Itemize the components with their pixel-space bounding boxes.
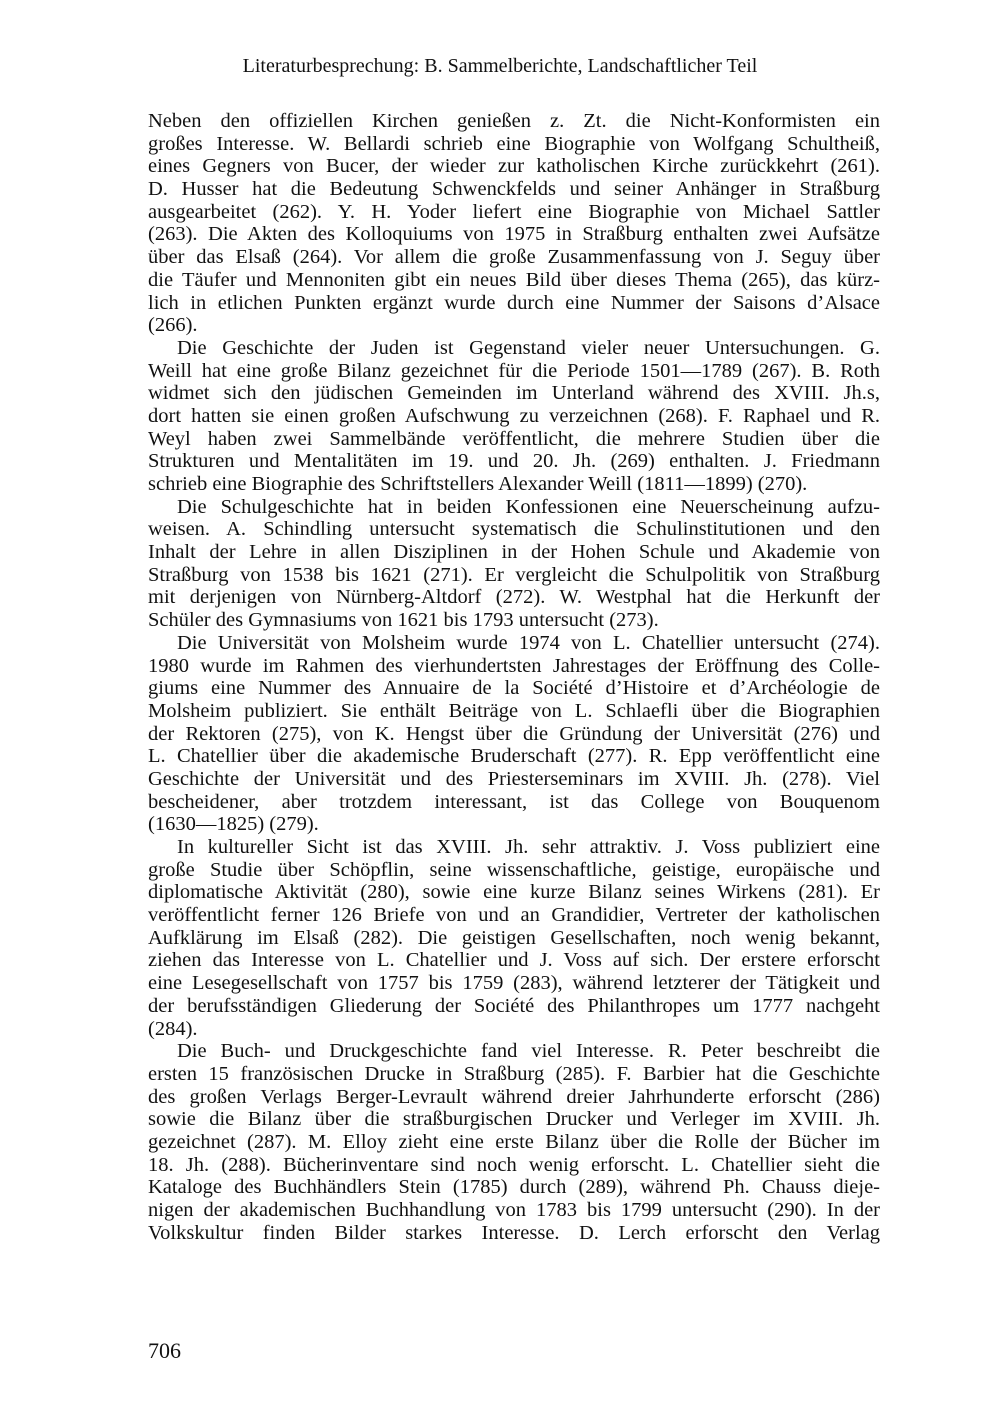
text-line: sowie die Bilanz über die straßburgischen Drucker und Verleger im XVIII. Jh. [148, 1108, 880, 1131]
text-line: Inhalt der Lehre in allen Disziplinen in der Hohen Schule und Akademie von [148, 541, 880, 564]
text-line: veröffentlicht ferner 126 Briefe von und an Grandidier, Vertreter der katholischen [148, 904, 880, 927]
text-line: Die Universität von Molsheim wurde 1974 von L. Chatellier untersucht (274). [177, 631, 880, 654]
text-line: (1630—1825) (279). [148, 813, 319, 836]
text-line: der Rektoren (275), von K. Hengst über die Gründung der Universität (276) und [148, 722, 880, 745]
text-line: nigen der akademischen Buchhandlung von 1783 bis 1799 untersucht (290). In der [148, 1199, 880, 1221]
text-line: (263). Die Akten des Kolloquiums von 1975 in Straßburg enthalten zwei Aufsätze [148, 223, 880, 246]
text-line: bescheidener, aber trotzdem interessant, ist das College von Bouquenom [148, 790, 880, 813]
paragraph-nonconformists [148, 110, 880, 337]
text-line: diplomatische Aktivität (280), sowie eine kurze Bilanz seines Wirkens (281). Er [148, 881, 880, 904]
text-line: Volkskultur finden Bilder starkes Interesse. D. Lerch erforscht den Verlag [148, 1221, 880, 1244]
text-line: Die Buch- und Druckgeschichte fand viel Interesse. R. Peter beschreibt die [177, 1040, 880, 1063]
text-line: L. Chatellier über die akademische Bruderschaft (277). R. Epp veröffentlicht eine [148, 745, 880, 768]
text-line: die Täufer und Mennoniten gibt ein neues Bild über dieses Thema (265), das kürz- [148, 268, 880, 291]
text-line: der berufsständigen Gliederung der Société des Philanthropes um 1777 nachgeht [148, 994, 880, 1017]
text-line: D. Husser hat die Bedeutung Schwenckfelds und seiner Anhänger in Straßburg [148, 178, 880, 201]
text-line: über das Elsaß (264). Vor allem die große Zusammenfassung von J. Seguy über [148, 246, 880, 269]
text-line: Geschichte der Universität und des Priesterseminars im XVIII. Jh. (278). Viel [148, 767, 880, 790]
text-line: schrieb eine Biographie des Schriftstellers Alexander Weill (1811—1899) (270). [148, 473, 808, 495]
text-line: gezeichnet (287). M. Elloy zieht eine erste Bilanz über die Rolle der Bücher im [148, 1130, 880, 1153]
text-line: giums eine Nummer des Annuaire de la Société d’Histoire et d’Archéologie de [148, 677, 880, 700]
text-line: Weyl haben zwei Sammelbände veröffentlicht, die mehrere Studien über die [148, 427, 880, 450]
text-line: 1980 wurde im Rahmen des vierhundertsten Jahrestages der Eröffnung des Colle- [148, 654, 880, 677]
running-header: Literaturbesprechung: B. Sammelberichte, Landschaftlicher Teil [242, 55, 758, 77]
text-line: mit derjenigen von Nürnberg-Altdorf (272). W. Westphal hat die Herkunft der [148, 586, 880, 609]
text-line: dort hatten sie einen großen Aufschwung zu verzeichnen (268). F. Raphael und R. [148, 404, 880, 427]
text-line: Neben den offiziellen Kirchen genießen z. Zt. die Nicht-Konformisten ein [148, 110, 880, 132]
text-line: In kultureller Sicht ist das XVIII. Jh. sehr attraktiv. J. Voss publiziert eine [177, 836, 880, 858]
text-line: eines Gegners von Bucer, der wieder zur katholischen Kirche zurückkehrt (261). [148, 155, 880, 178]
text-line: lich in etlichen Punkten ergänzt wurde durch eine Nummer der Saisons d’Alsace [148, 291, 880, 314]
text-line: ersten 15 französischen Drucke in Straßburg (285). F. Barbier hat die Geschichte [148, 1062, 880, 1085]
text-line: des großen Verlags Berger-Levrault während dreier Jahrhunderte erforscht (286) [148, 1085, 880, 1108]
article-body [148, 110, 880, 1244]
text-line: großes Interesse. W. Bellardi schrieb eine Biographie von Wolfgang Schultheiß, [148, 132, 880, 155]
text-line: große Studie über Schöpflin, seine wissenschaftliche, geistige, europäische und [148, 858, 880, 881]
text-line: Strukturen und Mentalitäten im 19. und 20. Jh. (269) enthalten. J. Friedmann [148, 450, 880, 473]
paragraph-book-history [148, 1040, 880, 1244]
text-line: ausgearbeitet (262). Y. H. Yoder liefert eine Biographie von Michael Sattler [148, 200, 880, 223]
page-number: 706 [148, 1338, 181, 1363]
text-line: Molsheim publiziert. Sie enthält Beiträge von L. Schlaefli über die Biographien [148, 699, 880, 722]
text-line: weisen. A. Schindling untersucht systematisch die Schulinstitutionen und den [148, 518, 880, 541]
text-line: (266). [148, 314, 198, 337]
paragraph-cultural-history [148, 836, 880, 1040]
text-line: ziehen das Interesse von L. Chatellier und J. Voss auf sich. Der erstere erforscht [148, 949, 880, 972]
text-line: Die Geschichte der Juden ist Gegenstand vieler neuer Untersuchungen. G. [177, 336, 880, 359]
text-line: Schüler des Gymnasiums von 1621 bis 1793 untersucht (273). [148, 609, 659, 632]
paragraph-school-history [148, 496, 880, 632]
paragraph-molsheim-university [148, 632, 880, 836]
text-line: eine Lesegesellschaft von 1757 bis 1759 (283), während letzterer der Tätigkeit und [148, 972, 880, 995]
text-line: widmet sich den jüdischen Gemeinden im Unterland während des XVIII. Jh.s, [148, 382, 880, 405]
text-line: (284). [148, 1017, 198, 1040]
paragraph-jewish-history [148, 337, 880, 496]
text-line: Kataloge des Buchhändlers Stein (1785) durch (289), während Ph. Chauss dieje- [148, 1176, 880, 1199]
text-line: Die Schulgeschichte hat in beiden Konfessionen eine Neuerscheinung aufzu- [177, 495, 880, 518]
text-line: 18. Jh. (288). Bücherinventare sind noch wenig erforscht. L. Chatellier sieht die [148, 1153, 880, 1176]
text-line: Aufklärung im Elsaß (282). Die geistigen Gesellschaften, noch wenig bekannt, [148, 926, 880, 949]
text-line: Straßburg von 1538 bis 1621 (271). Er vergleicht die Schulpolitik von Straßburg [148, 563, 880, 586]
text-line: Weill hat eine große Bilanz gezeichnet für die Periode 1501—1789 (267). B. Roth [148, 359, 880, 382]
